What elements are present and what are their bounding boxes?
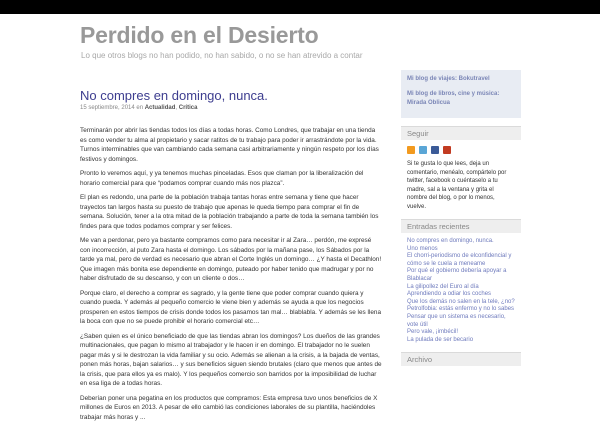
- blogroll-link-books[interactable]: Mi blog de libros, cine y música: Mirada Oblicua: [407, 91, 500, 106]
- post-article: [80, 88, 382, 427]
- facebook-icon[interactable]: [431, 146, 439, 154]
- blogroll-link-travel[interactable]: Mi blog de viajes: Bokutravel: [407, 76, 490, 82]
- category-link-critica[interactable]: Crítica: [178, 105, 198, 111]
- post-paragraph: ¿Saben quien es el único beneficiado de que las tiendas abran los domingos? Los dueños de las grandes multinacionales, que pagan lo mismo al trabajador y le hacen ir en domingo. El trabajador no le suelen pagar más y si le destrozan la vida familiar y su ocio. Además se alienan a la crisis, a la bajada de ventas, ponen más horas, bajan salarios… y sus beneficios siguen siendo brutales (claro que menos que antes de la crisis, que para ellos ya es malo). Y los pequeños comercio son barridos por la imposibilidad de luchar en esa liga de a todas horas.: [80, 332, 382, 387]
- recent-posts-title: Entradas recientes: [401, 219, 521, 233]
- post-paragraph: El plan es redondo, una parte de la población trabaja tantas horas entre semana y tiene que hacer trayectos tan largos hasta su puesto de trabajo que apenas le queda tiempo para comprar el fin de semana. Solución, tener a la otra mitad de la población trabajando a parte de toda la semana también los findes para que todos podamos comprar y ser felices.: [80, 194, 379, 230]
- post-meta: [80, 105, 382, 111]
- recent-post-link[interactable]: Que los demás no salen en la tele, ¿no?: [407, 298, 515, 305]
- about-text: Si te gusta lo que lees, deja un comentario, menéalo, compártelo por twitter, facebook o cuéntaselo a tu madre, sal a la ventana y grita el nombre del blog, o por lo menos, vuelve.: [407, 161, 507, 210]
- recent-post-link[interactable]: Petrolfobia: estás enfermo y no lo sabes: [407, 306, 515, 313]
- recent-post-link[interactable]: Uno menos: [407, 245, 438, 252]
- top-bar: [0, 0, 600, 14]
- social-icons: [401, 140, 521, 158]
- recent-post-link[interactable]: Pero vale, ¡imbécil!: [407, 329, 459, 336]
- post-date: 15 septiembre, 2014 en: [80, 105, 144, 111]
- follow-widget-title: Seguir: [401, 126, 521, 140]
- recent-post-link[interactable]: La gilipollez del Euro al día: [407, 283, 479, 290]
- post-paragraph: Porque claro, el derecho a comprar es sagrado, y la gente tiene que poder comprar cuando quiera y cuando pueda. Y además al pequeño comercio le viene bien y además se ayuda a que los negocios prosperen en estos tiempos de crisis donde todos los pasamos tan mal… blablabla. Y además se les llena la boca con que no se puede prohibir el horario comercial etc…: [80, 289, 382, 325]
- post-paragraph: Terminarán por abrir las tiendas todos los días a todas horas. Como Londres, que trabajar en una tienda es como vender tu alma al propietario y sacar ratitos de tu trabajo para poder ir arrastrándote por la vida. Turnos interminables que van cambiando cada semana casi arbitrariamente y ningún respeto por los días festivos y domingos.: [80, 127, 379, 163]
- recent-post-link[interactable]: El chorri-periodismo de elconfidencial y cómo se le cuela a meneame: [407, 253, 512, 267]
- recent-post-link[interactable]: La pulada de ser becario: [407, 336, 474, 343]
- post-paragraph: Deberían poner una pegatina en los productos que compramos: Esta empresa tuvo unos beneficios de X millones de Euros en 2013. A pesar de ello cambió las condiciones laborales de su plantilla, haciéndoles trabajar más horas y ...: [80, 394, 378, 421]
- category-link-actualidad[interactable]: Actualidad: [144, 105, 176, 111]
- recent-post-link[interactable]: No compres en domingo, nunca.: [407, 238, 494, 244]
- post-paragraph: Pronto lo veremos aquí, y ya tenemos muchas pinceladas. Esos que claman por la liberalización del horario comercial para que “podamos comprar cuando más nos plazca”.: [80, 170, 364, 187]
- twitter-icon[interactable]: [419, 146, 427, 154]
- post-title[interactable]: No compres en domingo, nunca.: [80, 88, 268, 103]
- sidebar: [401, 70, 521, 366]
- rss-icon[interactable]: [407, 146, 415, 154]
- blogroll-box: [401, 70, 521, 118]
- recent-post-link[interactable]: Pensar que un sistema es necesario, vote útil: [407, 313, 506, 328]
- recent-post-link[interactable]: Aprendiendo a odiar los coches: [407, 291, 492, 298]
- recent-posts-list: [401, 233, 521, 344]
- site-title[interactable]: Perdido en el Desierto: [80, 22, 319, 48]
- post-body: [80, 126, 382, 422]
- recent-post-link[interactable]: Por qué el gobierno debería apoyar a Blablacar: [407, 268, 507, 282]
- archive-widget-title: Archivo: [401, 352, 521, 366]
- post-paragraph: Me van a perdonar, pero ya bastante compramos como para necesitar ir al Zara… perdón, me expresé con incorrección, al puto Zara hasta el domingo. Los sábados por la mañana pase, los Sábados por la tarde ya mal, pero de verdad es necesario que abran el Corte Inglés un domingo… ¿Y hasta el Decathlon! Que imagen más bonita ese dependiente en domingo, puteado por haber tenido que madrugar y por no haber disfrutado de su descanso, y con un cliente o dos…: [80, 237, 382, 282]
- category-separator: ,: [175, 105, 178, 111]
- addthis-icon[interactable]: [443, 146, 451, 154]
- site-tagline: Lo que otros blogs no han podido, no han sabido, o no se han atrevido a contar: [81, 51, 363, 60]
